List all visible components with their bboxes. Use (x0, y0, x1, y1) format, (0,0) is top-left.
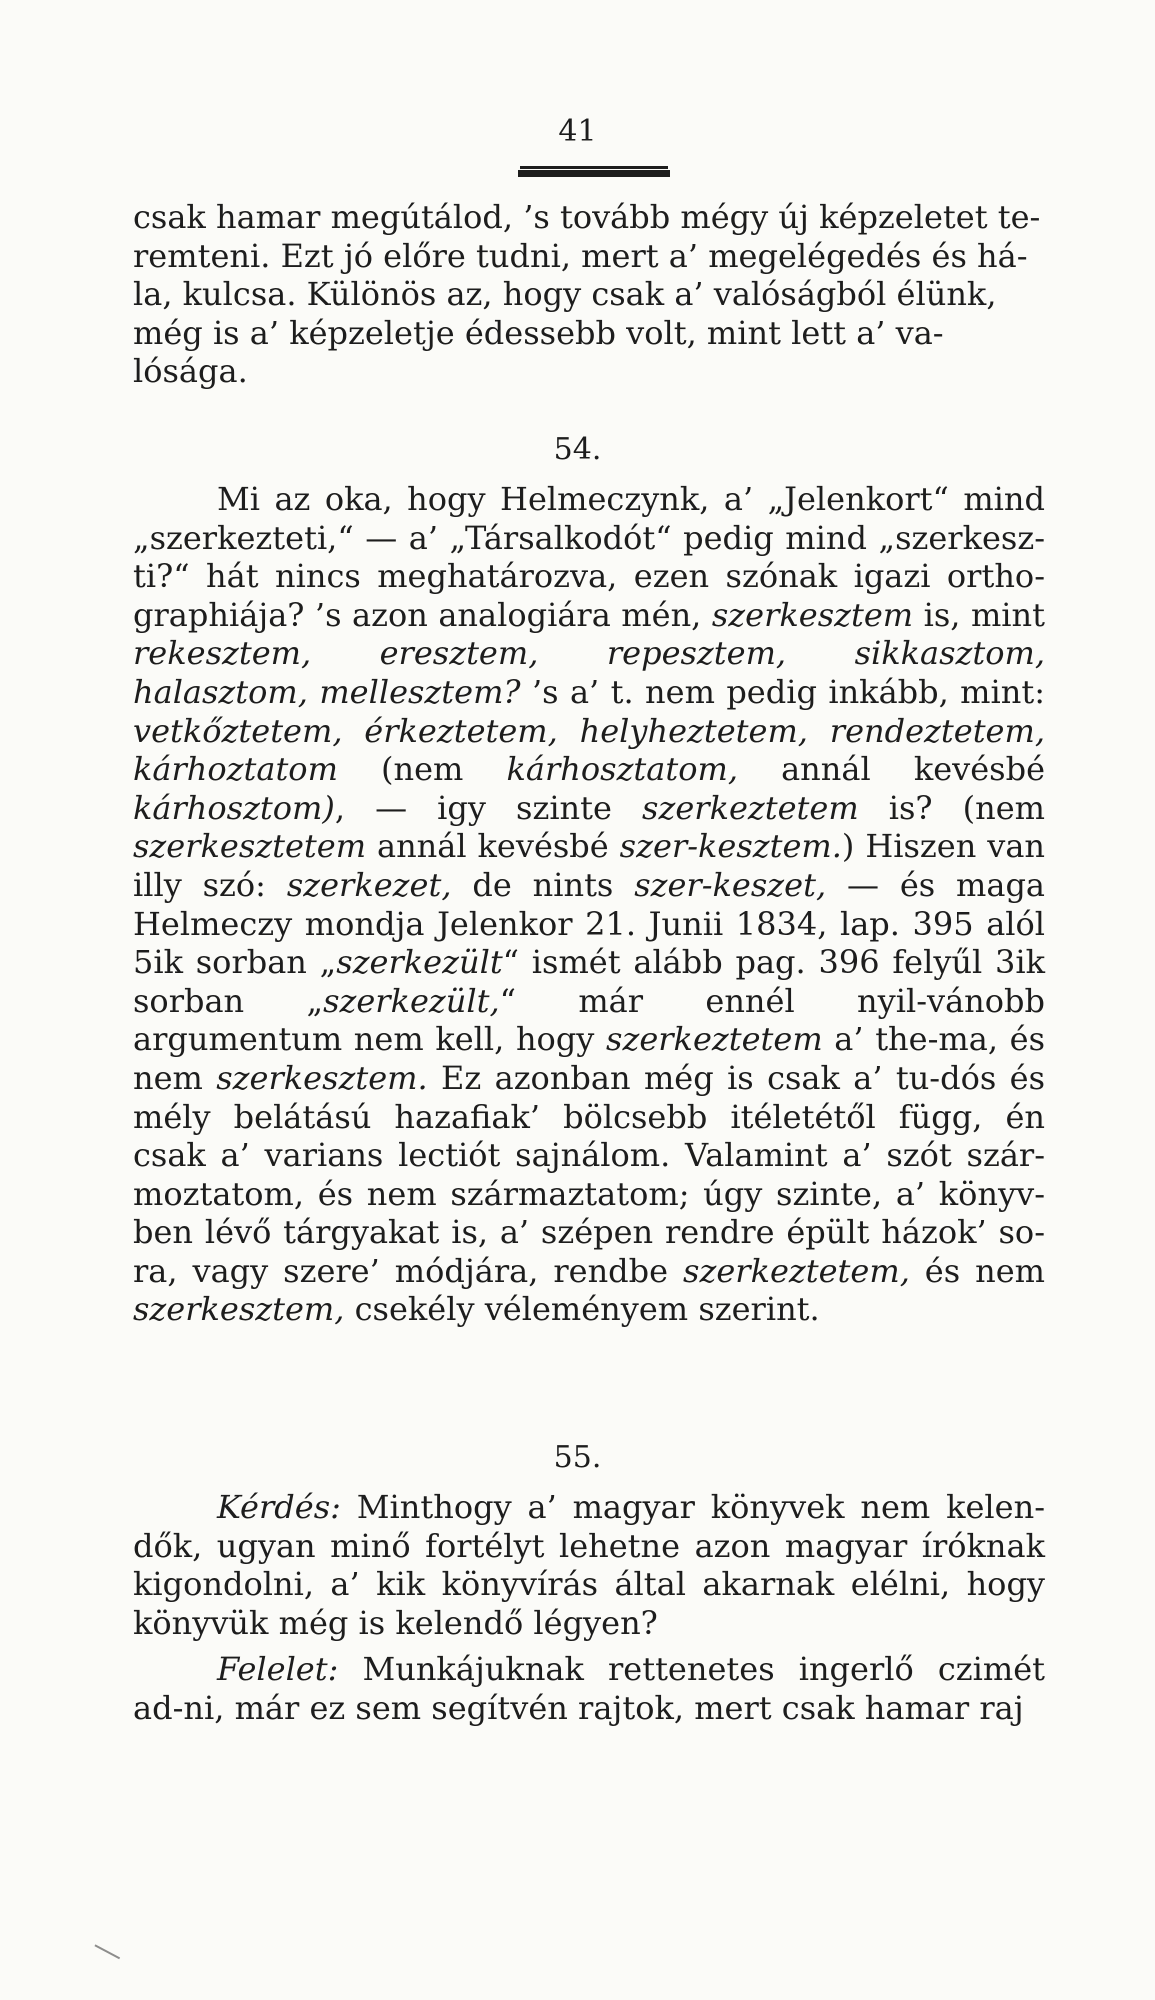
italic-word: szerkezült (336, 943, 503, 982)
text-run: annál kevésbé (366, 827, 620, 866)
italic-word: kárhosztom) (133, 788, 335, 827)
question-label: Kérdés: (217, 1488, 341, 1526)
text-run: Mi az oka, hogy Helmeczynk, a’ „Jelenkort“ mind „szerkezteti,“ — a’ „Társalkodót“ pedig mind „szerkesz-ti?“ hát nincs meghatározva, ezen szónak igazi ortho-graphiája? ’s azon analogiára mén, (133, 480, 1045, 634)
italic-word: szerkeztetem, (683, 1251, 910, 1290)
paragraph-continuation (133, 198, 1045, 391)
text-run: Ez azonban még is csak a’ tu-dós és mély belátású hazafiak’ bölcsebb itéletétől függ, én csak a’ varians lectiót sajnálom. Valamint a’ szót szár-moztatom, és nem származtatom; úgy szinte, a’ könyv-ben lévő tárgyakat is, a’ szépen rendre épült házok’ so-ra, vagy szere’ módjára, rendbe (133, 1058, 1046, 1290)
text-run: “ már ennél nyil-vánobb argumentum nem kell, hogy (133, 981, 1045, 1059)
italic-word: szerkeztetem (642, 788, 859, 827)
italic-word: szer-keszet, (634, 865, 827, 904)
text-run: és nem (909, 1251, 1046, 1290)
page-number: 41 (558, 114, 597, 149)
italic-word: szerkezet, (286, 865, 452, 904)
text-run: “ ismét alább pag. 396 felyűl 3ik sorban „ (133, 943, 1046, 1020)
answer-paragraph (133, 1650, 1045, 1727)
section-55-body (133, 1488, 1045, 1728)
text-line: lósága. (133, 352, 248, 391)
answer-text: Munkájuknak rettenetes ingerlő czimét ad-ni, már ez sem segítvén rajtok, mert csak hamar raj (133, 1650, 1045, 1727)
text-run: de nints (451, 865, 635, 904)
section-number-54: 54. (553, 432, 602, 467)
header-rule (518, 170, 670, 177)
italic-word: kárhosztatom, (506, 750, 738, 789)
section-number-55: 55. (553, 1440, 602, 1475)
italic-word: szerkezült, (323, 981, 500, 1020)
text-run: csekély véleményem szerint. (344, 1290, 820, 1329)
italic-word: szerkeztetem (606, 1020, 823, 1059)
italic-word: vetkőztetem, érkeztetem, helyheztetem, rendeztetem, kárhoztatom (133, 711, 1045, 789)
page-mark (88, 1944, 120, 1971)
text-run: is? (nem (858, 788, 1046, 827)
italic-word: szerkesztem (711, 595, 914, 634)
text-run: ) Hiszen van illy szó: (133, 827, 1046, 904)
text-line: remteni. Ezt jó előre tudni, mert a’ megelégedés és há- (133, 236, 1028, 275)
text-run: is, mint (913, 595, 1046, 634)
text-run: (nem (337, 750, 507, 789)
answer-label: Felelet: (217, 1650, 339, 1689)
text-run: — és maga Helmeczy mondja Jelenkor 21. Junii 1834, lap. 395 alól 5ik sorban „ (133, 865, 1046, 982)
text-line: csak hamar megútálod, ’s tovább mégy új képzeletet te- (133, 198, 1041, 236)
italic-word: szerkesztetem (133, 827, 367, 866)
question-text: Minthogy a’ magyar könyvek nem kelen-dők, ugyan minő fortélyt lehetne azon magyar íróknak kigondolni, a’ kik könyvírás által akarnak elélni, hogy könyvük még is kelendő légyen? (133, 1488, 1045, 1642)
italic-word: szer-kesztem. (619, 827, 842, 866)
text-line: még is a’ képzeletje édessebb volt, mint lett a’ va- (133, 313, 944, 352)
paragraph-section-54 (133, 480, 1045, 1329)
text-line: la, kulcsa. Különös az, hogy csak a’ valóságból élünk, (133, 275, 997, 314)
question-paragraph (133, 1488, 1045, 1642)
text-run: , — igy szinte (334, 788, 643, 827)
text-run: ’s a’ t. nem pedig inkább, mint: (520, 672, 1046, 711)
text-run: annál kevésbé (738, 750, 1046, 789)
italic-word: szerkesztem. (216, 1058, 428, 1097)
text-run: a’ the-ma, és nem (133, 1020, 1046, 1097)
italic-word: rekesztem, eresztem, repesztem, sikkasztom, halasztom, mellesztem? (133, 634, 1045, 711)
italic-word: szerkesztem, (133, 1290, 345, 1329)
